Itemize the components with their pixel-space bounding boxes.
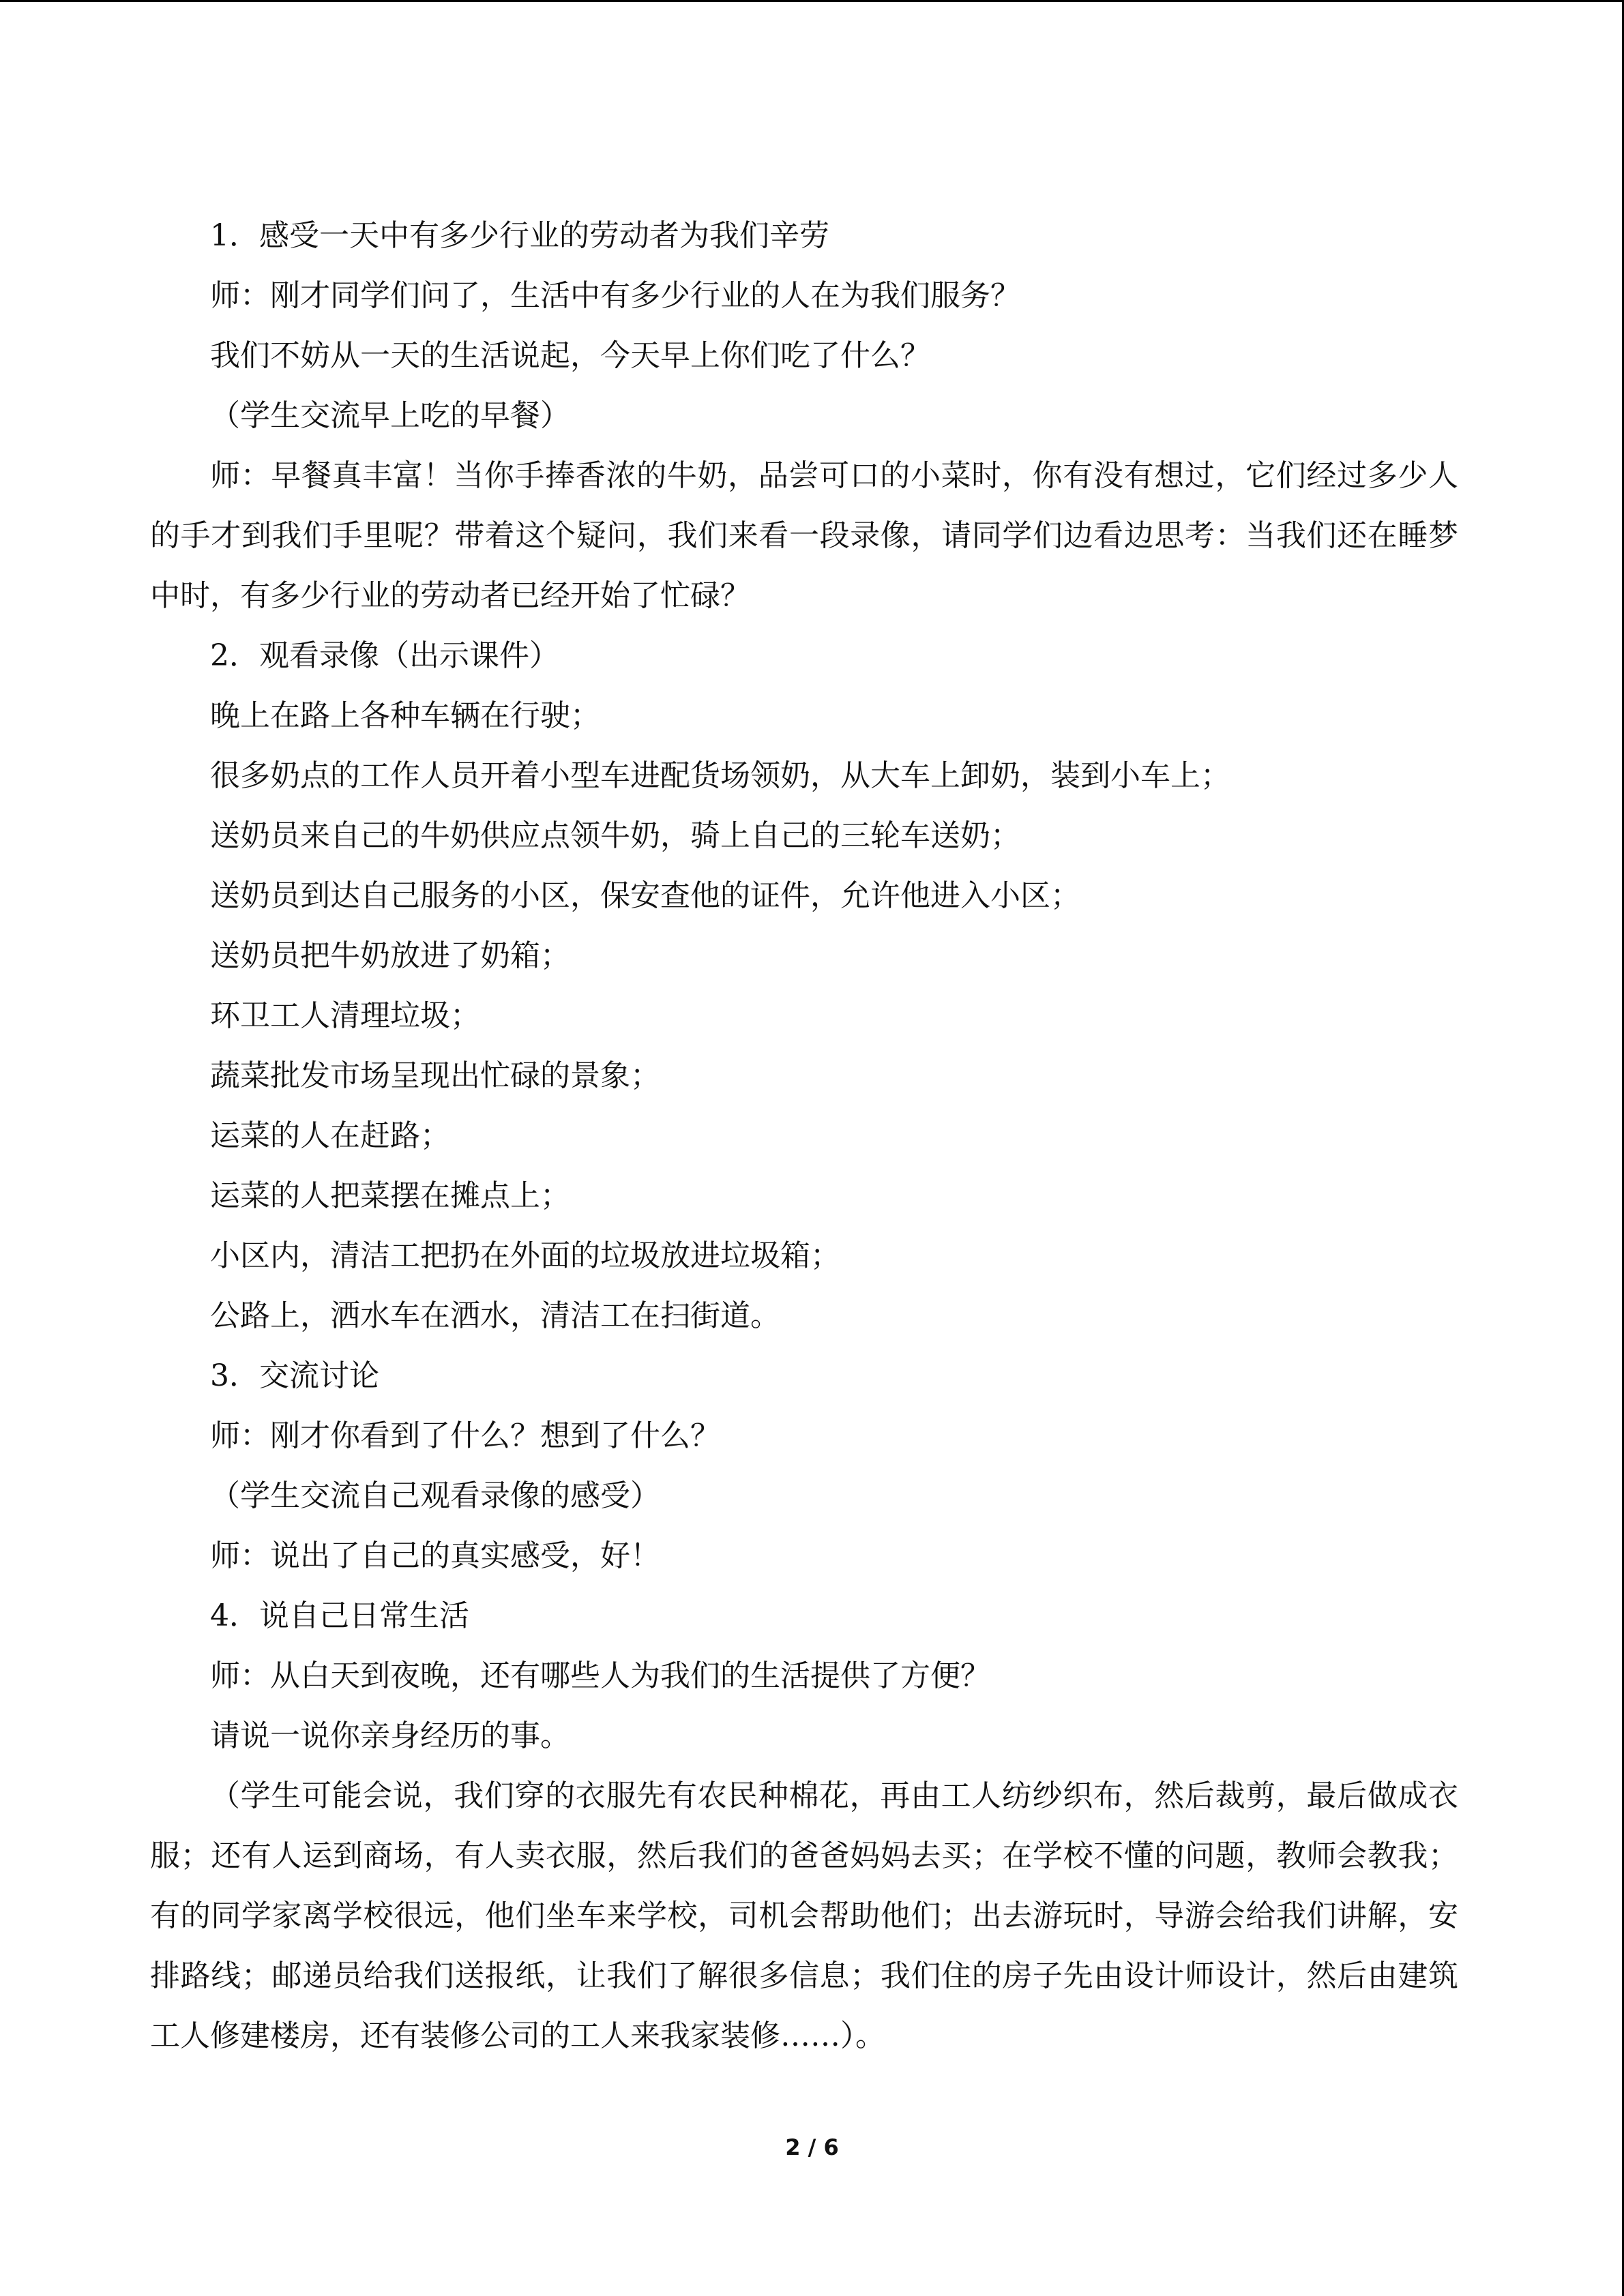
section-heading-4: 4．说自己日常生活 <box>210 1598 469 1633</box>
video-scene-item: 很多奶点的工作人员开着小型车进配货场领奶，从大车上卸奶，装到小车上； <box>210 758 1230 793</box>
teacher-line: 师：说出了自己的真实感受，好！ <box>210 1538 660 1573</box>
teacher-line: 师：刚才同学们问了，生活中有多少行业的人在为我们服务？ <box>210 278 1020 313</box>
video-scene-item: 环卫工人清理垃圾； <box>210 998 480 1033</box>
document-body <box>150 206 1458 2066</box>
teacher-line: 师：刚才你看到了什么？想到了什么？ <box>210 1418 720 1453</box>
teacher-line: 师：从白天到夜晚，还有哪些人为我们的生活提供了方便？ <box>210 1658 990 1693</box>
video-scene-item: 送奶员把牛奶放进了奶箱； <box>210 938 570 973</box>
video-scene-item: 蔬菜批发市场呈现出忙碌的景象； <box>210 1058 660 1093</box>
video-scene-item: 送奶员来自己的牛奶供应点领牛奶，骑上自己的三轮车送奶； <box>210 818 1020 853</box>
body-paragraph: 请说一说你亲身经历的事。 <box>210 1718 570 1753</box>
teacher-line: 师：早餐真丰富！当你手捧香浓的牛奶，品尝可口的小菜时，你有没有想过，它们经过多少人的手才到我们手里呢？带着这个疑问，我们来看一段录像，请同学们边看边思考：当我们还在睡梦中时，有多少行业的劳动者已经开始了忙碌？ <box>150 458 1458 613</box>
student-activity-note: （学生可能会说，我们穿的衣服先有农民种棉花，再由工人纺纱织布，然后裁剪，最后做成衣服；还有人运到商场，有人卖衣服，然后我们的爸爸妈妈去买；在学校不懂的问题，教师会教我；有的同学家离学校很远，他们坐车来学校，司机会帮助他们；出去游玩时，导游会给我们讲解，安排路线；邮递员给我们送报纸，让我们了解很多信息；我们住的房子先由设计师设计，然后由建筑工人修建楼房，还有装修公司的工人来我家装修……）。 <box>150 1778 1458 2053</box>
video-scene-item: 运菜的人在赶路； <box>210 1118 450 1153</box>
video-scene-item: 公路上，洒水车在洒水，清洁工在扫街道。 <box>210 1298 780 1333</box>
section-heading-2: 2．观看录像（出示课件） <box>210 638 559 673</box>
student-activity-note: （学生交流自己观看录像的感受） <box>210 1478 660 1513</box>
page-number: 2 / 6 <box>785 2134 839 2160</box>
section-heading-1: 1．感受一天中有多少行业的劳动者为我们辛劳 <box>210 218 829 253</box>
body-paragraph: 我们不妨从一天的生活说起，今天早上你们吃了什么？ <box>210 338 930 373</box>
video-scene-item: 晚上在路上各种车辆在行驶； <box>210 698 600 733</box>
video-scene-item: 运菜的人把菜摆在摊点上； <box>210 1178 570 1213</box>
video-scene-item: 小区内，清洁工把扔在外面的垃圾放进垃圾箱； <box>210 1238 840 1273</box>
video-scene-item: 送奶员到达自己服务的小区，保安查他的证件，允许他进入小区； <box>210 878 1080 913</box>
section-heading-3: 3．交流讨论 <box>210 1358 379 1393</box>
student-activity-note: （学生交流早上吃的早餐） <box>210 398 570 433</box>
